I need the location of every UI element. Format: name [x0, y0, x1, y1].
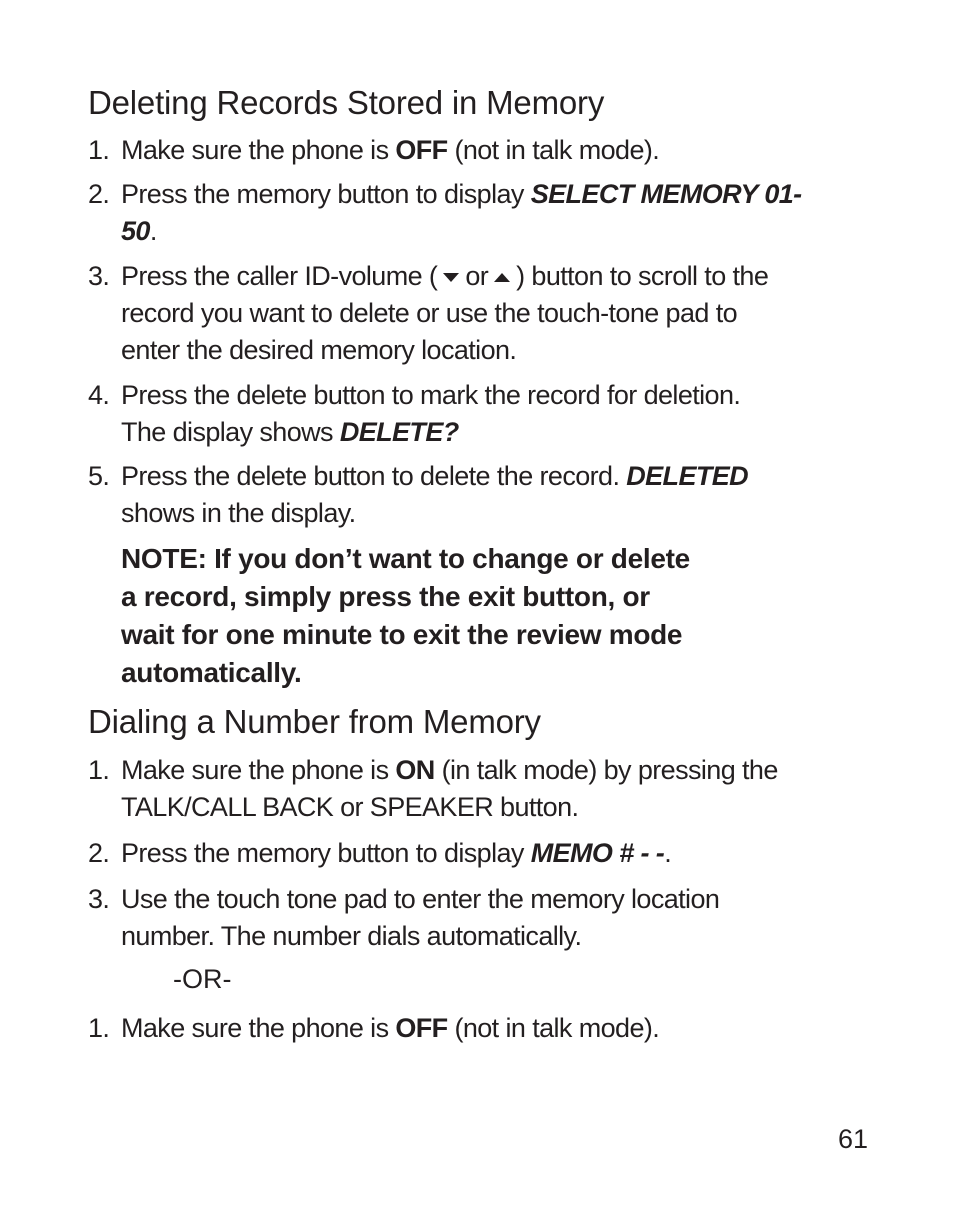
- step-number: 2.: [88, 179, 110, 209]
- step-number: 1.: [88, 755, 110, 785]
- up-arrow-icon: [494, 273, 510, 282]
- or-separator: -OR-: [173, 964, 232, 994]
- down-arrow-icon: [443, 273, 459, 282]
- step-number: 1.: [88, 1013, 110, 1043]
- section-title-deleting: Deleting Records Stored in Memory: [88, 84, 605, 121]
- note-text: NOTE: If you don’t want to change or delete a record, simply press the exit button, or wait for one minute to exit the review mode automatically.: [121, 543, 690, 688]
- manual-page: Deleting Records Stored in Memory 1. Make sure the phone is OFF (not in talk mode). 2. Press the memory button to display SELECT MEMORY 01- 50. 3. Press the caller ID-volume ( or ) button to scroll to the record you want to delete or use the touch-tone pad to enter the desired memory location. 4. Press the delete button to mark the record for deletion. The display shows DELETE? 5. Press the delete button to delete the record. DELETED shows in the display. NOTE: If you don’t want to change or delete a record, simply press the exit button, or wait for one minute to exit the review mode automatically. Dialing a Number from Memory 1. Make sure the phone is ON (in talk mode) by pressing the TALK/CALL BACK or SPEAKER button. 2. Press the memory button to display MEMO # - -. 3. Use the touch tone pad to enter the memory location number. The number dials automatically. -OR- 1. Make sure the phone is OFF (not in talk mode). 61: [88, 84, 868, 1154]
- section-title-dialing: Dialing a Number from Memory: [88, 703, 541, 740]
- step-number: 5.: [88, 461, 110, 491]
- step-number: 3.: [88, 884, 110, 914]
- step-number: 2.: [88, 838, 110, 868]
- step-number: 3.: [88, 261, 110, 291]
- step-number: 1.: [88, 135, 110, 165]
- page-number: 61: [837, 1124, 868, 1154]
- step-number: 4.: [88, 380, 110, 410]
